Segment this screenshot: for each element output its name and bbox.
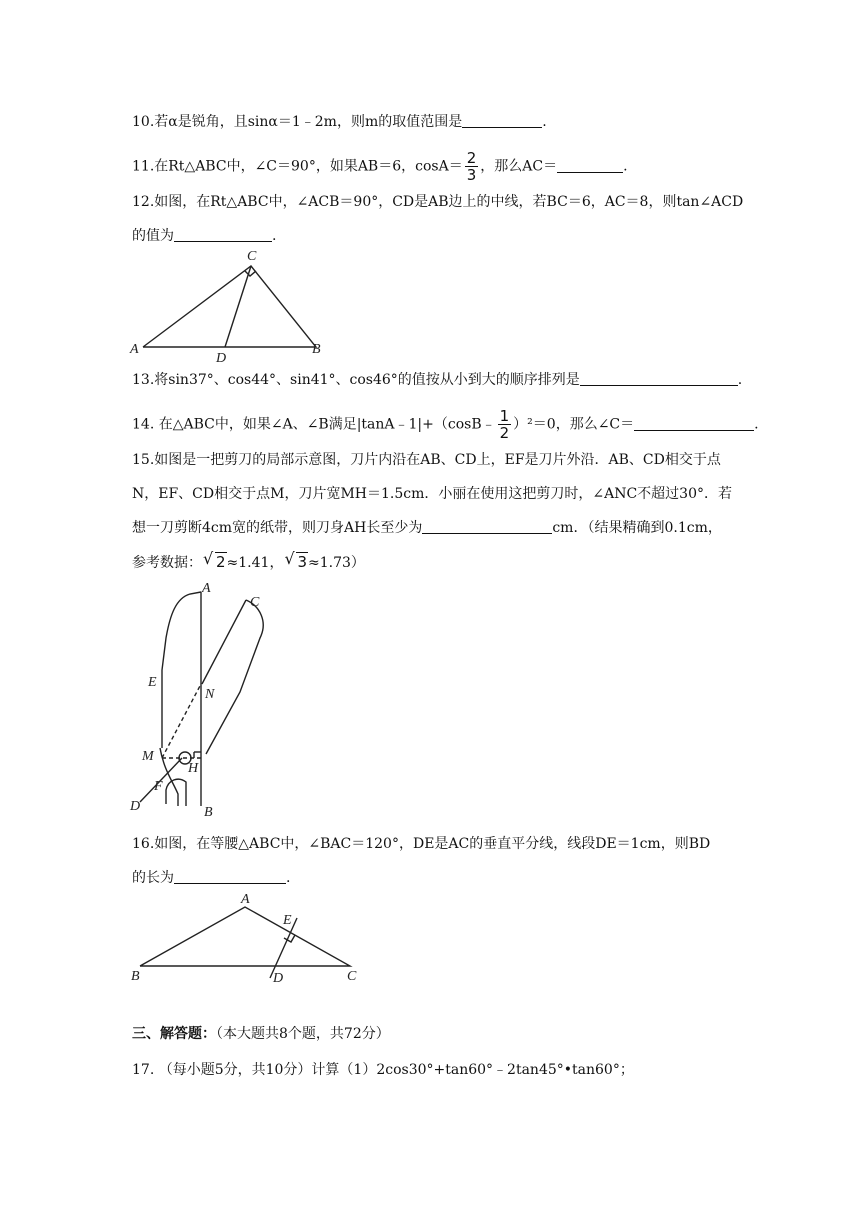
question-16-line-2 xyxy=(132,868,290,888)
question-11-end: . xyxy=(623,158,628,175)
question-12-line-1: 12.如图，在Rt△ABC中，∠ACB＝90°，CD是AB边上的中线，若BC＝6，AC＝8，则tan∠ACD xyxy=(132,194,744,210)
reference-data-label: 参考数据： xyxy=(132,555,202,571)
label-B: B xyxy=(312,342,321,357)
label-E: E xyxy=(148,675,157,690)
section-3-note: （本大题共8个题，共72分） xyxy=(216,1026,390,1042)
label-C: C xyxy=(247,249,257,264)
figure-12-triangle xyxy=(128,246,328,364)
question-15-text-b: cm．（结果精确到0.1cm， xyxy=(552,520,722,536)
fraction-denominator: 2 xyxy=(499,424,510,442)
approx-sqrt-3: ≈1.73） xyxy=(308,555,365,571)
label-B: B xyxy=(131,969,140,984)
question-13-end: . xyxy=(737,372,743,388)
label-D: D xyxy=(273,971,284,986)
question-10-text: 10.若α是锐角，且sinα＝1﹣2m，则m的取值范围是 xyxy=(132,114,463,130)
figure-16-isosceles-triangle xyxy=(128,890,360,990)
section-3-heading xyxy=(132,1024,390,1044)
label-B: B xyxy=(204,805,213,820)
answer-blank-14[interactable] xyxy=(634,416,754,431)
radicand-3: 3 xyxy=(297,553,307,571)
answer-blank-11[interactable] xyxy=(557,158,623,173)
sqrt-3 xyxy=(285,552,308,573)
question-10-end: . xyxy=(542,114,547,130)
label-H: H xyxy=(188,761,199,776)
fraction-two-thirds xyxy=(465,150,479,183)
question-15-text-a: 想一刀剪断4cm宽的纸带，则刀身AH长至少为 xyxy=(132,520,423,536)
question-12-text: 的值为 xyxy=(132,228,174,244)
label-A: A xyxy=(241,892,250,907)
answer-blank-15[interactable] xyxy=(422,519,552,534)
question-17: 17. （每小题5分，共10分）计算（1）2cos30°+tan60°﹣2tan45°•tan60°； xyxy=(132,1062,634,1078)
question-13 xyxy=(132,370,742,390)
label-F: F xyxy=(154,779,163,794)
question-11 xyxy=(132,150,628,183)
fraction-numerator: 2 xyxy=(466,149,477,167)
fraction-denominator: 3 xyxy=(466,166,477,184)
question-16-text: 的长为 xyxy=(132,870,174,886)
question-14-text-a: 14. 在△ABC中，如果∠A、∠B满足|tanA﹣1|+（cosB﹣ xyxy=(132,416,496,433)
question-11-text-b: ，那么AC＝ xyxy=(480,158,558,175)
question-15-line-4 xyxy=(132,552,365,573)
fraction-one-half xyxy=(498,408,512,441)
label-D: D xyxy=(216,351,227,364)
question-11-text-a: 11.在Rt△ABC中，∠C＝90°，如果AB＝6，cosA＝ xyxy=(132,158,463,175)
question-15-line-3 xyxy=(132,518,722,538)
question-16-end: . xyxy=(286,870,291,886)
question-12-line-2 xyxy=(132,226,276,246)
question-14-end: . xyxy=(754,416,759,433)
question-10 xyxy=(132,112,547,132)
question-15-line-1: 15.如图是一把剪刀的局部示意图，刀片内沿在AB、CD上，EF是刀片外沿．AB、CD相交于点 xyxy=(132,452,721,468)
question-13-text: 13.将sin37°、cos44°、sin41°、cos46°的值按从小到大的顺序排列是 xyxy=(132,372,580,388)
approx-sqrt-2: ≈1.41， xyxy=(226,555,284,571)
answer-blank-16[interactable] xyxy=(174,869,286,884)
question-12-end: . xyxy=(272,228,277,244)
label-C: C xyxy=(250,595,260,610)
label-C: C xyxy=(347,969,357,984)
label-M: M xyxy=(142,749,154,764)
label-A: A xyxy=(202,581,211,596)
label-N: N xyxy=(205,687,215,702)
label-D: D xyxy=(130,799,141,814)
label-A: A xyxy=(130,342,139,357)
question-14 xyxy=(132,408,759,441)
section-3-title: 三、解答题： xyxy=(132,1026,216,1042)
figure-15-scissors xyxy=(128,580,278,820)
question-14-text-b: ）²＝0，那么∠C＝ xyxy=(513,416,635,433)
sqrt-2 xyxy=(204,552,227,573)
question-15-line-2: N，EF、CD相交于点M，刀片宽MH＝1.5cm．小丽在使用这把剪刀时，∠ANC不超过30°．若 xyxy=(132,486,732,502)
answer-blank-10[interactable] xyxy=(462,113,542,128)
question-16-line-1: 16.如图，在等腰△ABC中，∠BAC＝120°，DE是AC的垂直平分线，线段DE＝1cm，则BD xyxy=(132,836,711,852)
answer-blank-13[interactable] xyxy=(580,371,738,386)
label-E: E xyxy=(283,913,292,928)
answer-blank-12[interactable] xyxy=(174,227,272,242)
radicand-2: 2 xyxy=(216,553,226,571)
fraction-numerator: 1 xyxy=(499,407,510,425)
